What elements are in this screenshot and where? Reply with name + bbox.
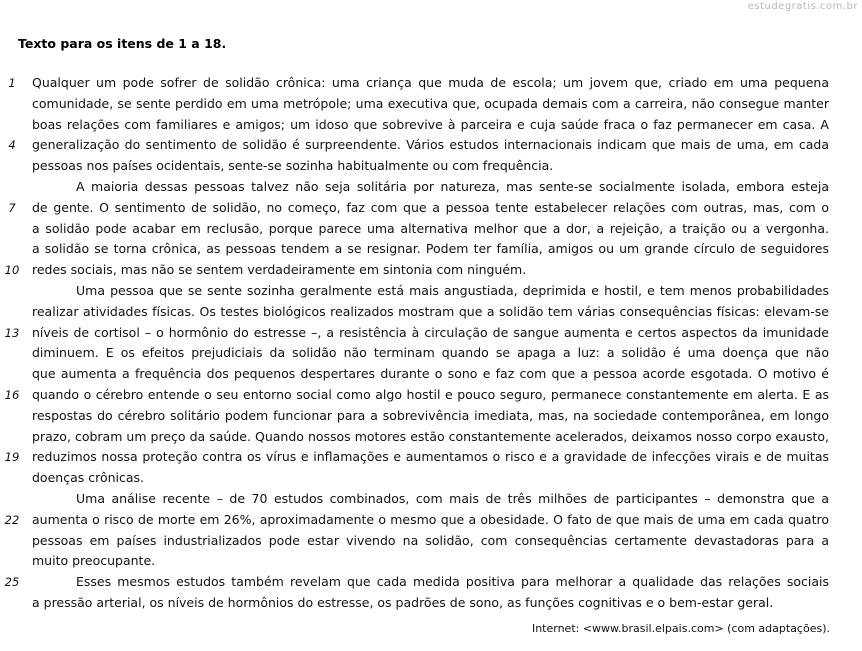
line-text: a pressão arterial, os níveis de hormônios do estresse, os padrões de sono, as funções cognitivas e o bem-estar geral. <box>32 594 774 610</box>
text-line <box>0 510 862 531</box>
text-line <box>0 73 862 94</box>
line-text: pessoas nos países ocidentais, sente-se sozinha habitualmente ou com frequência. <box>32 158 554 174</box>
line-text: níveis de cortisol – o hormônio do estresse –, a resistência à circulação de sangue aumenta e certos aspectos da imunidade <box>32 324 829 340</box>
text-line <box>0 219 862 240</box>
text-line <box>0 593 862 614</box>
text-line <box>0 406 862 427</box>
text-line <box>0 468 862 489</box>
line-text: comunidade, se sente perdido em uma metrópole; uma executiva que, ocupada demais com a carreira, não consegue manter <box>32 95 829 111</box>
line-text: diminuem. E os efeitos prejudiciais da solidão não terminam quando se apaga a luz: a solidão é uma doença que não <box>32 345 829 361</box>
text-body <box>0 73 862 614</box>
text-line <box>0 364 862 385</box>
line-number: 19 <box>4 450 20 465</box>
text-line <box>0 177 862 198</box>
line-text: reduzimos nossa proteção contra os vírus e inflamações e aumentamos o risco e a gravidade de infecções virais e de muitas <box>32 449 829 465</box>
line-text: Uma análise recente – de 70 estudos combinados, com mais de três milhões de participantes – demonstra que a <box>76 490 829 506</box>
text-line <box>0 531 862 552</box>
line-text: aumenta o risco de morte em 26%, aproximadamente o mesmo que a obesidade. O fato de que mais de uma em cada quatro <box>32 511 829 527</box>
text-line <box>0 489 862 510</box>
line-number: 16 <box>4 387 20 402</box>
text-line <box>0 302 862 323</box>
line-text: Uma pessoa que se sente sozinha geralmente está mais angustiada, deprimida e hostil, e tem menos probabilidades <box>76 282 829 298</box>
line-text: a solidão pode acabar em reclusão, porque parece uma alternativa melhor que a dor, a rejeição, a traição ou a vergonha. <box>32 220 829 236</box>
line-text: pessoas em países industrializados pode estar vivendo na solidão, com consequências certamente devastadoras para a <box>32 532 829 548</box>
line-text: boas relações com familiares e amigos; um idoso que sobrevive à parceira e cuja saúde fraca o faz permanecer em casa. A <box>32 116 829 132</box>
line-text: quando o cérebro entende o seu entorno social como algo hostil e pouco seguro, permanece constantemente em alerta. E as <box>32 386 829 402</box>
line-text: redes sociais, mas não se sentem verdadeiramente em sintonia com ninguém. <box>32 262 527 278</box>
line-text: A maioria dessas pessoas talvez não seja solitária por natureza, mas sente-se socialmente isolada, embora esteja <box>76 178 829 194</box>
line-text: de gente. O sentimento de solidão, no começo, faz com que a pessoa tente estabelecer relações com outras, mas, com o <box>32 199 829 215</box>
text-line <box>0 343 862 364</box>
line-text: realizar atividades físicas. Os testes biológicos realizados mostram que a solidão tem várias consequências físicas: elevam-se <box>32 303 829 319</box>
text-line <box>0 385 862 406</box>
line-number: 10 <box>4 263 20 278</box>
text-line <box>0 115 862 136</box>
line-number: 7 <box>8 200 16 215</box>
line-text: que aumenta a frequência dos pequenos despertares durante o sono e faz com que a pessoa acorde esgotada. O motivo é <box>32 366 829 382</box>
text-line <box>0 551 862 572</box>
text-line <box>0 198 862 219</box>
text-line <box>0 260 862 281</box>
text-line <box>0 94 862 115</box>
text-line <box>0 281 862 302</box>
text-line <box>0 323 862 344</box>
line-number: 13 <box>4 325 20 340</box>
text-line <box>0 239 862 260</box>
line-number: 1 <box>8 76 16 90</box>
line-text: doenças crônicas. <box>32 470 145 486</box>
line-text: prazo, cobram um preço da saúde. Quando nossos motores estão constantemente acelerados, deixamos nosso corpo exausto, <box>32 428 829 444</box>
line-text: a solidão se torna crônica, as pessoas tendem a se resignar. Podem ter família, amigos ou um grande círculo de seguidores <box>32 241 829 257</box>
line-number: 4 <box>8 138 16 153</box>
line-text: muito preocupante. <box>32 553 156 569</box>
text-line <box>0 135 862 156</box>
heading: Texto para os itens de 1 a 18. <box>18 36 227 51</box>
source-citation: Internet: <www.brasil.elpais.com> (com adaptações). <box>531 622 830 635</box>
line-text: Qualquer um pode sofrer de solidão crônica: uma criança que muda de escola; um jovem que, criado em uma pequena <box>32 75 829 90</box>
text-line <box>0 447 862 468</box>
text-line <box>0 427 862 448</box>
watermark: estudegratis.com.br <box>747 1 858 12</box>
text-line <box>0 572 862 593</box>
line-number: 25 <box>4 575 20 590</box>
line-number: 22 <box>4 512 20 527</box>
line-text: generalização do sentimento de solidão é surpreendente. Vários estudos internacionais indicam que mais de uma, em cada <box>32 137 829 153</box>
text-line <box>0 156 862 177</box>
line-text: Esses mesmos estudos também revelam que cada medida positiva para melhorar a qualidade das relações sociais <box>76 574 829 590</box>
line-text: respostas do cérebro solitário podem funcionar para a sobrevivência imediata, mas, na sociedade contemporânea, em longo <box>32 407 829 423</box>
